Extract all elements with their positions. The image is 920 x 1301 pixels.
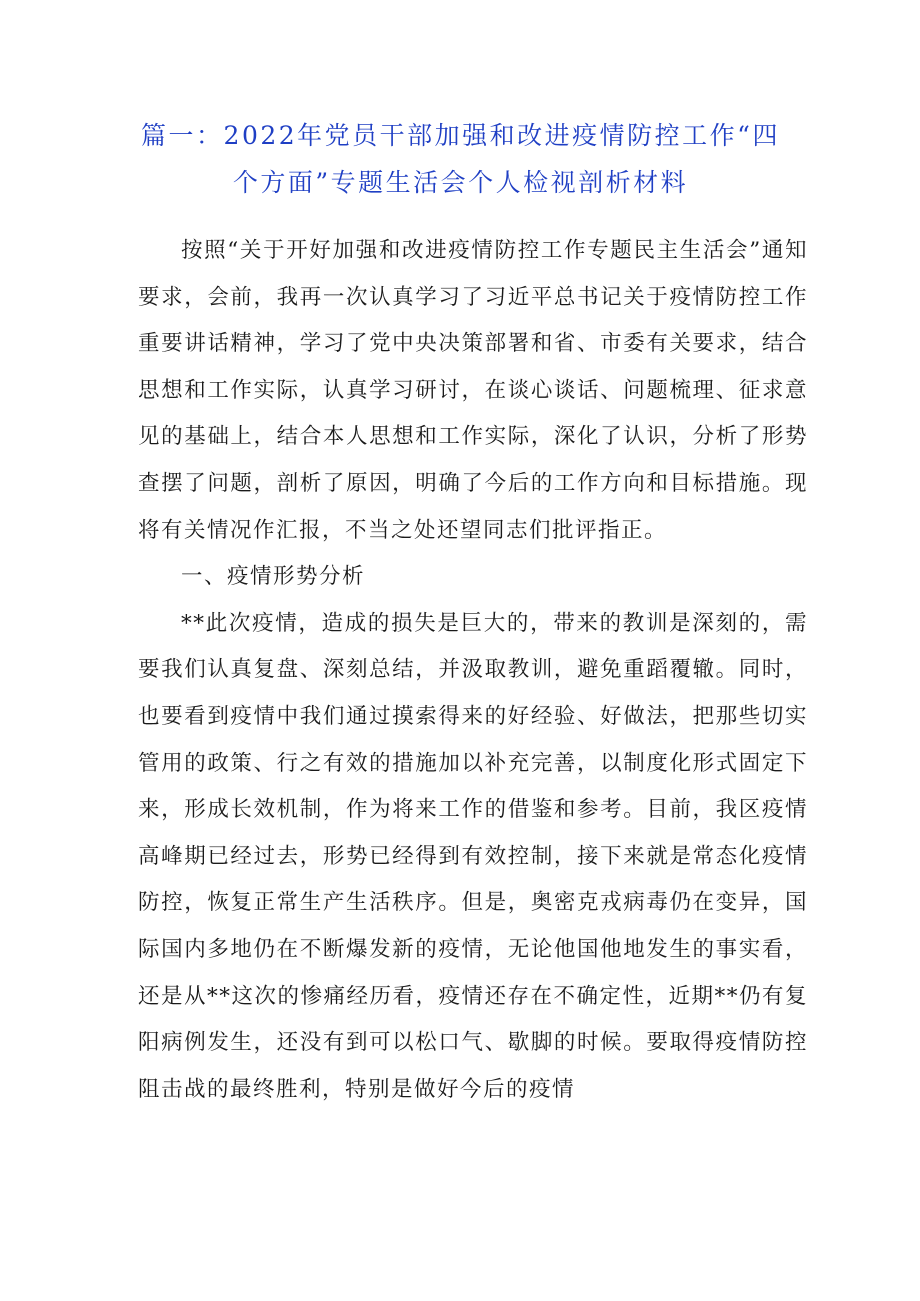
paragraph-epidemic-analysis: **此次疫情，造成的损失是巨大的，带来的教训是深刻的，需要我们认真复盘、深刻总结，并汲取教训，避免重蹈覆辙。同时，也要看到疫情中我们通过摸索得来的好经验、好做法，把那些切实管用的政策、行之有效的措施加以补充完善，以制度化形式固定下来，形成长效机制，作为将来工作的借鉴和参考。目前，我区疫情高峰期已经过去，形势已经得到有效控制，接下来就是常态化疫情防控，恢复正常生产生活秩序。但是，奥密克戎病毒仍在变异，国际国内多地仍在不断爆发新的疫情，无论他国他地发生的事实看，还是从**这次的惨痛经历看，疫情还存在不确定性，近期**仍有复阳病例发生，还没有到可以松口气、歇脚的时候。要取得疫情防控阻击战的最终胜利，特别是做好今后的疫情 bbox=[138, 610, 809, 1102]
section-heading-epidemic-analysis: 一、疫情形势分析 bbox=[181, 564, 366, 590]
paragraph-intro: 按照“关于开好加强和改进疫情防控工作专题民主生活会”通知要求，会前，我再一次认真学习了习近平总书记关于疫情防控工作重要讲话精神，学习了党中央决策部署和省、市委有关要求，结合思想和工作实际，认真学习研讨，在谈心谈话、问题梳理、征求意见的基础上，结合本人思想和工作实际，深化了认识，分析了形势查摆了问题，剖析了原因，明确了今后的工作方向和目标措施。现将有关情况作汇报，不当之处还望同志们批评指正。 bbox=[138, 238, 808, 543]
document-title: 篇一：2022年党员干部加强和改进疫情防控工作“四个方面”专题生活会个人检视剖析材料 bbox=[141, 121, 780, 197]
document-body bbox=[138, 228, 808, 1113]
